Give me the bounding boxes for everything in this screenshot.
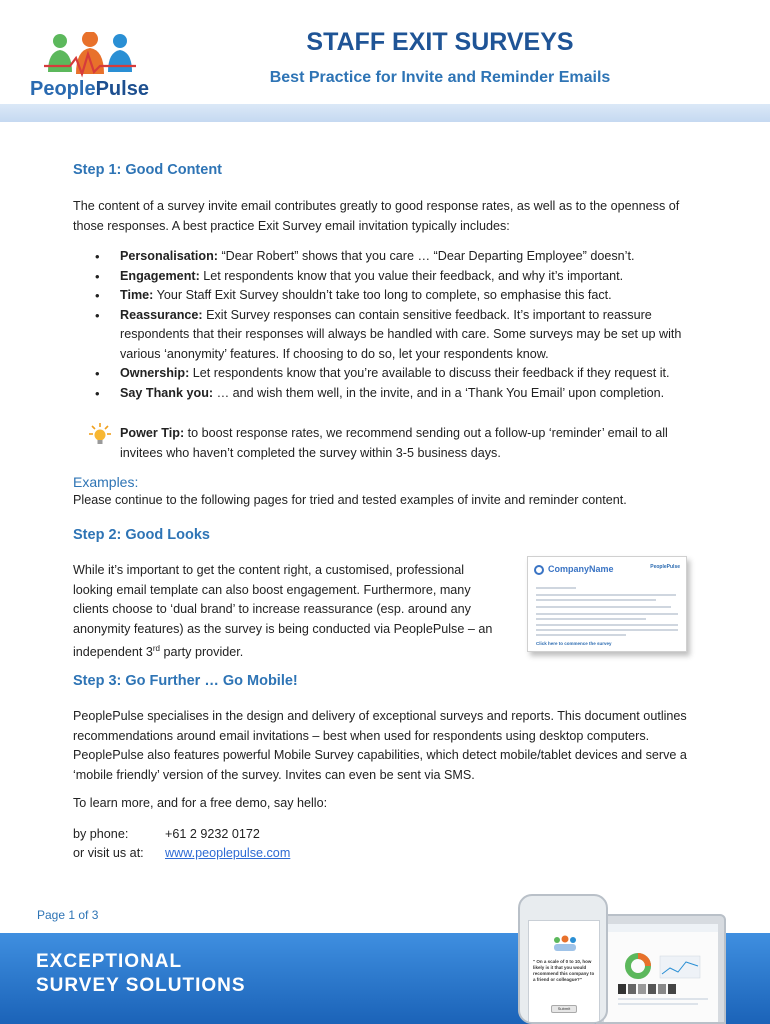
thumbnail-company-name: CompanyName	[548, 564, 614, 574]
examples-text: Please continue to the following pages for tried and tested examples of invite and reminder content.	[73, 493, 627, 507]
examples-heading: Examples:	[73, 474, 139, 490]
best-practice-list	[73, 247, 713, 403]
document-subtitle: Best Practice for Invite and Reminder Emails	[269, 69, 611, 86]
company-logo-icon	[534, 565, 544, 575]
people-figures-icon	[42, 32, 138, 80]
text-line	[536, 618, 646, 620]
step3-heading: Step 3: Go Further … Go Mobile!	[73, 673, 298, 689]
thumbnail-survey-link: Click here to commence the survey	[536, 641, 612, 646]
document-title: STAFF EXIT SURVEYS	[306, 28, 574, 56]
laptop-screen	[604, 924, 718, 1024]
laptop-screen-header	[604, 924, 718, 932]
text-line	[536, 613, 678, 615]
phone-screen	[528, 920, 600, 1024]
list-item: • Ownership: Let respondents know that you’re available to discuss their feedback if they request it.	[73, 364, 713, 384]
website-link[interactable]: www.peoplepulse.com	[165, 846, 291, 860]
logo-wordmark: PeoplePulse	[30, 78, 149, 100]
dashboard-preview	[604, 932, 718, 1024]
step2-text: While it’s important to get the content right, a customised, professional looking email template can also boost engagement. Furthermore, many clients choose to ‘dual brand’ to increase reassurance (esp. around any anonymity features) as the survey is being conducted via PeoplePulse – an independent 3rd party provider.	[73, 563, 493, 660]
thumbnail-header	[534, 564, 682, 578]
peoplepulse-logo	[30, 32, 149, 100]
laptop-illustration	[596, 914, 726, 1024]
text-line	[536, 606, 671, 608]
phone-survey-question: " On a scale of 0 to 10, how likely is it that you would recommend this company to a friend or colleague?"	[533, 959, 595, 982]
step1-intro: The content of a survey invite email contributes greatly to good response rates, as well as to the openness of those responses. A best practice Exit Survey email invitation typically includes:	[73, 199, 680, 233]
step2-heading: Step 2: Good Looks	[73, 527, 210, 543]
step1-heading: Step 1: Good Content	[73, 162, 223, 178]
text-line	[536, 587, 576, 589]
phone-value: +61 2 9232 0172	[165, 827, 260, 841]
phone-submit-button: Submit	[551, 1005, 577, 1013]
list-item: • Say Thank you: … and wish them well, in the invite, and in a ‘Thank You Email’ upon completion.	[73, 384, 713, 404]
step3-text: PeoplePulse specialises in the design and delivery of exceptional surveys and reports. This document outlines recommendations around email invitations – best when used for respondents using desktop computers. PeoplePulse also features powerful Mobile Survey capabilities, which detect mobile/tablet devices and serve a ‘mobile friendly’ version of the survey. Invites can even be sent via SMS.	[73, 709, 687, 782]
text-line	[536, 634, 626, 636]
thumbnail-brand: PeoplePulse	[650, 564, 680, 570]
list-item: • Personalisation: “Dear Robert” shows that you care … “Dear Departing Employee” doesn’t.	[73, 247, 713, 267]
list-item: • Time: Your Staff Exit Survey shouldn’t take too long to complete, so emphasise this fact.	[73, 286, 713, 306]
page-number: Page 1 of 3	[37, 908, 99, 922]
text-line	[536, 599, 656, 601]
footer-tagline: EXCEPTIONAL SURVEY SOLUTIONS	[36, 951, 246, 996]
email-template-thumbnail	[527, 556, 687, 652]
text-line	[536, 629, 678, 631]
peoplepulse-mini-logo-icon	[550, 935, 580, 955]
header-band	[0, 104, 770, 122]
list-item: • Engagement: Let respondents know that you value their feedback, and why it’s important.	[73, 267, 713, 287]
list-item: • Reassurance: Exit Survey responses can contain sensitive feedback. It’s important to reassure respondents that their responses will always be handled with care. Some surveys may be set up with various ‘anonymity’ features. If choosing to do so, let your respondents know.	[73, 306, 713, 365]
power-tip: Power Tip: to boost response rates, we recommend sending out a follow-up ‘reminder’ email to all invitees who haven’t completed the survey within 3-5 business days.	[73, 424, 713, 463]
text-line	[536, 594, 676, 596]
phone-label: by phone:	[73, 827, 129, 841]
contact-phone	[73, 825, 703, 845]
phone-illustration	[518, 894, 608, 1024]
lightbulb-icon	[87, 422, 113, 448]
step3-cta: To learn more, and for a free demo, say hello:	[73, 796, 328, 810]
text-line	[536, 624, 678, 626]
web-label: or visit us at:	[73, 846, 144, 860]
contact-web	[73, 844, 703, 864]
